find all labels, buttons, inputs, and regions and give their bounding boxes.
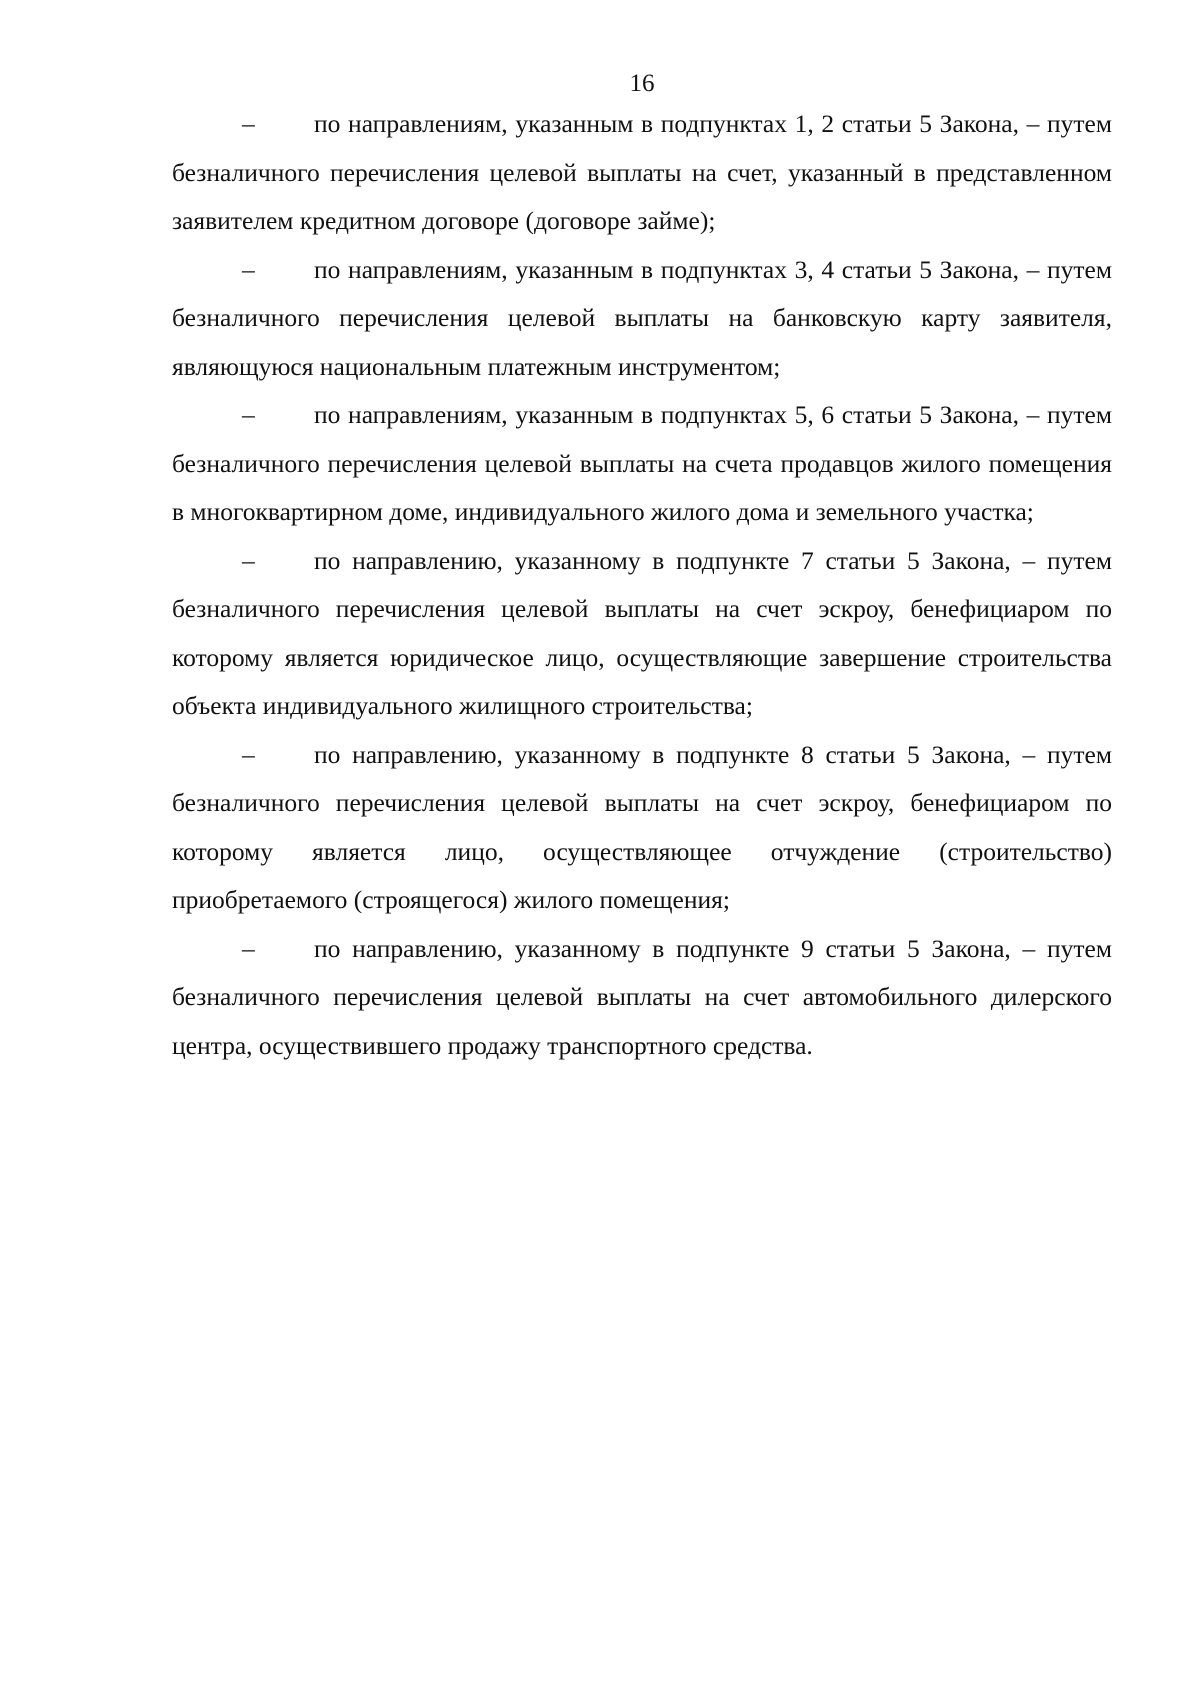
list-item-text: по направлению, указанному в подпункте 7 статьи 5 Закона, – путем безналичного перечисления целевой выплаты на счет эскроу, бенефициаром по которому является юридическое лицо, осуществляющие завершение строительства объекта индивидуального жилищного строительства; <box>172 545 1112 720</box>
list-item-text: по направлениям, указанным в подпунктах 5, 6 статьи 5 Закона, – путем безналичного перечисления целевой выплаты на счета продавцов жилого помещения в многоквартирном доме, индивидуального жилого дома и земельного участка; <box>172 400 1112 526</box>
list-item-text: по направлению, указанному в подпункте 9 статьи 5 Закона, – путем безналичного перечисления целевой выплаты на счет автомобильного дилерского центра, осуществившего продажу транспортного средства. <box>172 933 1112 1060</box>
list-item <box>172 537 1112 731</box>
list-dash-marker: – <box>242 545 255 575</box>
document-body <box>172 100 1112 1070</box>
list-item <box>172 246 1112 392</box>
list-item <box>172 731 1112 925</box>
list-dash-marker: – <box>242 254 255 284</box>
list-item <box>172 925 1112 1071</box>
list-dash-marker: – <box>242 739 255 769</box>
list-item <box>172 100 1112 246</box>
list-dash-marker: – <box>242 400 255 429</box>
list-item-text: по направлению, указанному в подпункте 8 статьи 5 Закона, – путем безналичного перечисления целевой выплаты на счет эскроу, бенефициаром по которому является лицо, осуществляющее отчуждение (строительство) приобретаемого (строящегося) жилого помещения; <box>172 739 1112 914</box>
page-number: 16 <box>629 70 655 97</box>
list-item <box>172 391 1112 537</box>
list-dash-marker: – <box>242 109 255 138</box>
list-item-text: по направлениям, указанным в подпунктах 3, 4 статьи 5 Закона, – путем безналичного перечисления целевой выплаты на банковскую карту заявителя, являющуюся национальным платежным инструментом; <box>172 254 1112 381</box>
list-dash-marker: – <box>242 933 255 963</box>
list-item-text: по направлениям, указанным в подпунктах 1, 2 статьи 5 Закона, – путем безналичного перечисления целевой выплаты на счет, указанный в представленном заявителем кредитном договоре (договоре займе); <box>172 109 1112 235</box>
